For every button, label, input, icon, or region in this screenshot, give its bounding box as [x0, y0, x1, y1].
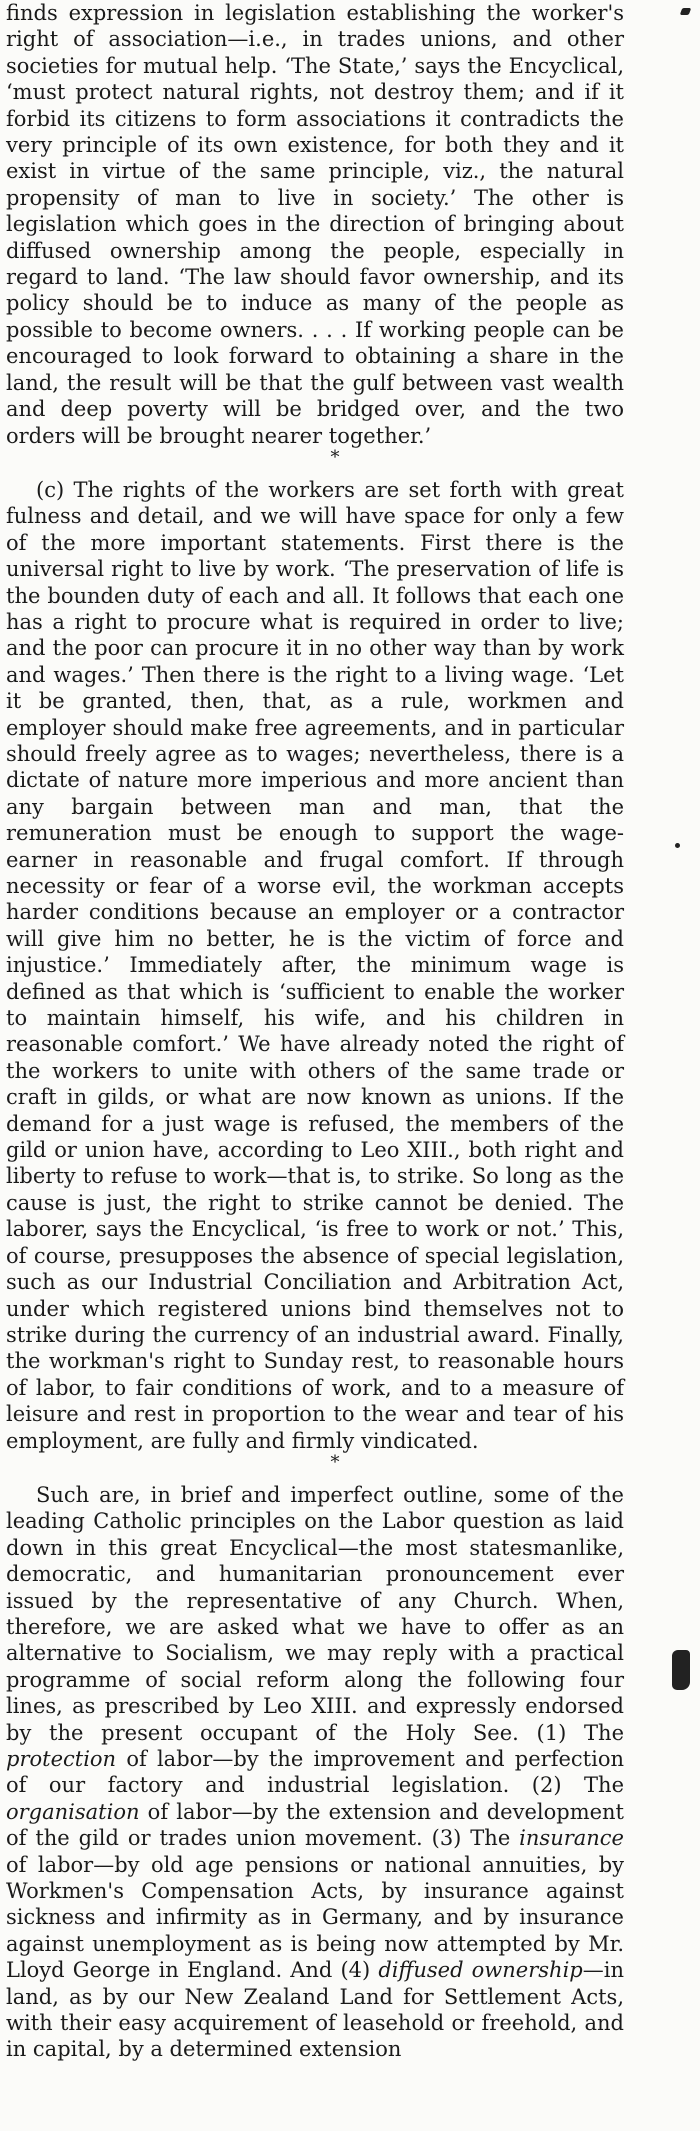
paragraph-text: of labor—by the improvement and perfection of our factory and industrial legislation. (2) The	[6, 1747, 624, 1798]
paragraph-text: of labor—by old age pensions or national annuities, by Workmen's Compensation Acts, by insurance against sickness and infirmity as in Germany, and by insurance against unemployment as is being now attempted by Mr. Lloyd George in England. And (4)	[6, 1852, 624, 1983]
article-column	[6, 0, 624, 2063]
paragraph-association-ownership: finds expression in legislation establishing the worker's right of association—i.e., in trades unions, and other societies for mutual help. ‘The State,’ says the Encyclical, ‘must protect natural rights, not destroy them; and if it forbid its citizens to form associations it contradicts the very principle of its own existence, for both they and it exist in virtue of the same principle, viz., the natural propensity of man to live in society.’ The other is legislation which goes in the direction of bringing about diffused ownership among the people, especially in regard to land. ‘The law should favor ownership, and its policy should be to induce as many of the people as possible to become owners. . . . If working people can be encouraged to look forward to obtaining a share in the land, the result will be that the gulf between vast wealth and deep poverty will be bridged over, and the two orders will be brought nearer together.’	[6, 1, 624, 448]
paragraph-workers-rights: (c) The rights of the workers are set forth with great fulness and detail, and we will have space for only a few of the more important statements. First there is the universal right to live by work. ‘The preservation of life is the bounden duty of each and all. It follows that each one has a right to procure what is required in order to live; and the poor can procure it in no other way than by work and wages.’ Then there is the right to a living wage. ‘Let it be granted, then, that, as a rule, workmen and employer should make free agreements, and in particular should freely agree as to wages; nevertheless, there is a dictate of nature more imperious and more ancient than any bargain between man and man, that the remuneration must be enough to support the wage-earner in reasonable and frugal comfort. If through necessity or fear of a worse evil, the workman accepts harder conditions because an employer or a contractor will give him no better, he is the victim of force and injustice.’ Immediately after, the minimum wage is defined as that which is ‘sufficient to enable the worker to maintain himself, his wife, and his children in reasonable comfort.’ We have already noted the right of the workers to unite with others of the same trade or craft in gilds, or what are now known as unions. If the demand for a just wage is refused, the members of the gild or union have, according to Leo XIII., both right and liberty to refuse to work—that is, to strike. So long as the cause is just, the right to strike cannot be denied. The laborer, says the Encyclical, ‘is free to work or not.’ This, of course, presupposes the absence of special legislation, such as our Industrial Conciliation and Arbitration Act, under which registered unions bind themselves not to strike during the currency of an industrial award. Finally, the workman's right to Sunday rest, to reasonable hours of labor, to fair conditions of work, and to a measure of leisure and rest in proportion to the wear and tear of his employment, are fully and firmly vindicated.	[6, 477, 624, 1453]
section-separator: *	[330, 1451, 340, 1473]
paragraph-text: of labor—by the extension and development of the gild or trades union movement. (3) The	[6, 1799, 624, 1851]
paragraph-text: —in land, as by our New Zealand Land for Settlement Acts, with their easy acquirement of leasehold or freehold, and in capital, by a determined extension	[6, 1958, 624, 2062]
paragraph-text: Such are, in brief and imperfect outline, some of the leading Catholic principles on the Labor question as laid down in this great Encyclical—the most statesmanlike, democratic, and humanitarian pronouncement ever issued by the representative of any Church. When, therefore, we are asked what we have to offer as an alternative to Socialism, we may reply with a practical programme of social reform along the following four lines, as prescribed by Leo XIII. and expressly endorsed by the present occupant of the Holy See. (1) The	[6, 1482, 624, 1745]
section-separator: *	[330, 446, 340, 468]
emphasis-protection: protection	[6, 1747, 117, 1771]
ink-blot	[672, 1650, 690, 1690]
ink-speck	[675, 843, 680, 848]
paragraph-social-reform-programme	[6, 1482, 624, 2063]
emphasis-diffused-ownership: diffused ownership	[378, 1958, 583, 1983]
emphasis-insurance: insurance	[519, 1826, 624, 1851]
emphasis-organisation: organisation	[6, 1799, 140, 1824]
ink-mark	[680, 8, 692, 15]
